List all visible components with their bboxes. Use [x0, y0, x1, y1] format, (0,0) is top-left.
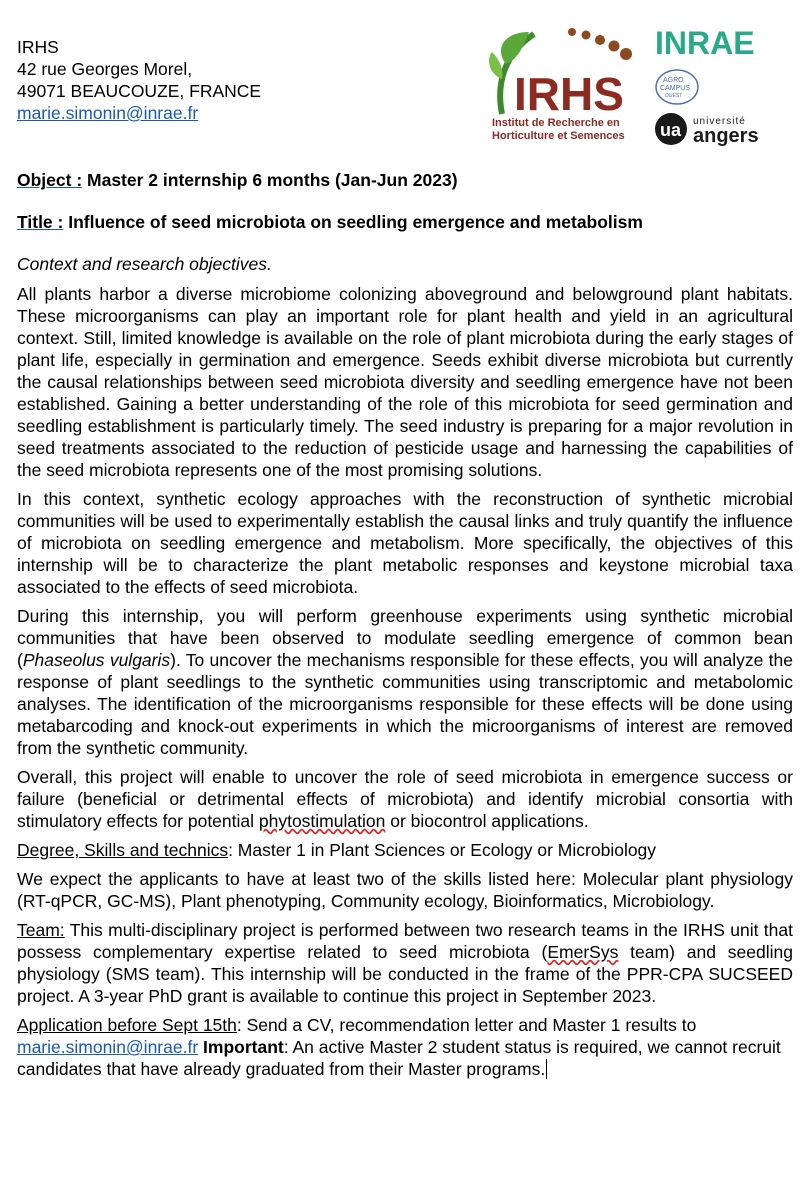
title-line [17, 211, 793, 233]
address-org: IRHS [17, 37, 59, 57]
email-link[interactable]: marie.simonin@inrae.fr [17, 103, 199, 123]
paragraph-4a: Overall, this project will enable to uncover the role of seed microbiota in emergence success or failure (beneficial or detrimental effects of microbiota) and identify microbial consortia with stimulatory effects for potential [17, 767, 793, 831]
agrocampus-logo [655, 68, 705, 106]
object-label: Object : [17, 170, 83, 190]
universite-angers-logo [655, 112, 775, 146]
seed-dot-icon [568, 28, 576, 36]
paragraph-4b: or biocontrol applications. [385, 811, 589, 831]
skills-paragraph: We expect the applicants to have at least two of the skills listed here: Molecular plant physiology (RT-qPCR, GC-MS), Plant phenotyping, Community ecology, Bioinformatics, Microbiology. [17, 869, 793, 911]
degree-label: Degree, Skills and technics [17, 840, 229, 860]
title-label: Title : [17, 212, 64, 232]
agrocampus-text1: AGRO [663, 77, 684, 84]
address-block [17, 36, 261, 124]
paragraph-4 [17, 766, 793, 832]
paragraph-2: In this context, synthetic ecology approaches with the reconstruction of synthetic microbial communities will be used to experimentally establish the causal links and truly quantify the influence of microbiota on seedling emergence and metabolism. More specifically, the objectives of this internship will be to characterize the plant metabolic responses and keystone microbial taxa associated to the effects of seed microbiota. [17, 489, 793, 597]
paragraph-1: All plants harbor a diverse microbiome colonizing aboveground and belowground plant habitats. These microorganisms can play an important role for plant health and yield in an agricultural context. Still, limited knowledge is available on the role of plant microbiota during the early stages of plant life, especially in germination and emergence. Seeds exhibit diverse microbiota but currently the causal relationships between seed microbiota diversity and seedling emergence have not been established. Gaining a better understanding of the role of this microbiota for seed germination and seedling establishment is particularly timely. The seed industry is preparing for a major revolution in seed treatments associated to the reduction of pesticide usage and harnessing the capabilities of the seed microbiota represents one of the most promising solutions. [17, 284, 793, 480]
team-paragraph [17, 919, 793, 1007]
inrae-logo-text: INRAE [655, 25, 755, 61]
spellcheck-word: phytostimulation [258, 811, 386, 831]
important-text: : An active Master 2 student status is required, we cannot recruit candidates that have already graduated from their Master programs. [17, 1037, 781, 1079]
ua-mark: ua [660, 120, 682, 140]
object-text: Master 2 internship 6 months (Jan-Jun 2023) [82, 170, 458, 190]
sprout-leaf-icon [501, 32, 529, 64]
seed-dot-icon [609, 41, 620, 52]
agrocampus-text3: OUEST [665, 93, 683, 99]
important-label: Important [198, 1037, 284, 1057]
object-line [17, 169, 793, 191]
team-spellcheck-word: EmerSys [547, 942, 619, 962]
paragraph-3 [17, 605, 793, 759]
paragraph-3b: ). To uncover the mechanisms responsible for these effects, you will analyze the response of plant seedlings to the synthetic communities using transcriptomic and metabolomic analyses. The identification of the microorganisms responsible for these effects will be done using metabarcoding and knock-out experiments in which the microorganisms of interest are removed from the synthetic community. [17, 650, 793, 758]
angers-text1: université [693, 116, 746, 127]
degree-text: : Master 1 in Plant Sciences or Ecology or Microbiology [228, 840, 657, 860]
inrae-logo [655, 22, 770, 62]
seed-dot-icon [595, 35, 605, 45]
team-text-a: This multi-disciplinary project is performed between two research teams in the IRHS unit that possess complementary expertise related to seed microbiota ( [17, 920, 793, 962]
species-name: Phaseolus vulgaris [22, 650, 171, 670]
application-paragraph [17, 1014, 793, 1080]
address-city: 49071 BEAUCOUZE, FRANCE [17, 81, 262, 101]
seed-dot-icon [620, 48, 632, 60]
sprout-leaf-2-icon [489, 52, 502, 79]
irhs-logo [484, 24, 642, 144]
application-email-link[interactable]: marie.simonin@inrae.fr [17, 1037, 199, 1057]
degree-paragraph [17, 839, 793, 861]
paragraph-3a: During this internship, you will perform greenhouse experiments using synthetic microbial communities that have been observed to modulate seedling emergence of common bean ( [17, 606, 793, 670]
irhs-logo-sub2: Horticulture et Semences [492, 130, 625, 142]
seed-dot-icon [582, 31, 591, 40]
address-street: 42 rue Georges Morel, [17, 59, 193, 79]
title-text: Influence of seed microbiota on seedling emergence and metabolism [63, 212, 643, 232]
text-cursor [546, 1059, 547, 1079]
agrocampus-text2: CAMPUS [660, 85, 690, 92]
application-label: Application before Sept 15th [17, 1015, 237, 1035]
team-label: Team: [17, 920, 65, 940]
application-text: : Send a CV, recommendation letter and Master 1 results to [236, 1015, 697, 1035]
team-text-b: team) and seedling physiology (SMS team). This internship will be conducted in the frame of the PPR-CPA SUCSEED project. A 3-year PhD grant is available to continue this project in September 2023. [17, 942, 793, 1006]
irhs-logo-text: IRHS [514, 68, 624, 120]
document-body [17, 169, 793, 1087]
irhs-logo-sub1: Institut de Recherche en [492, 117, 620, 129]
context-heading: Context and research objectives. [17, 254, 272, 274]
angers-text2: angers [693, 125, 759, 146]
